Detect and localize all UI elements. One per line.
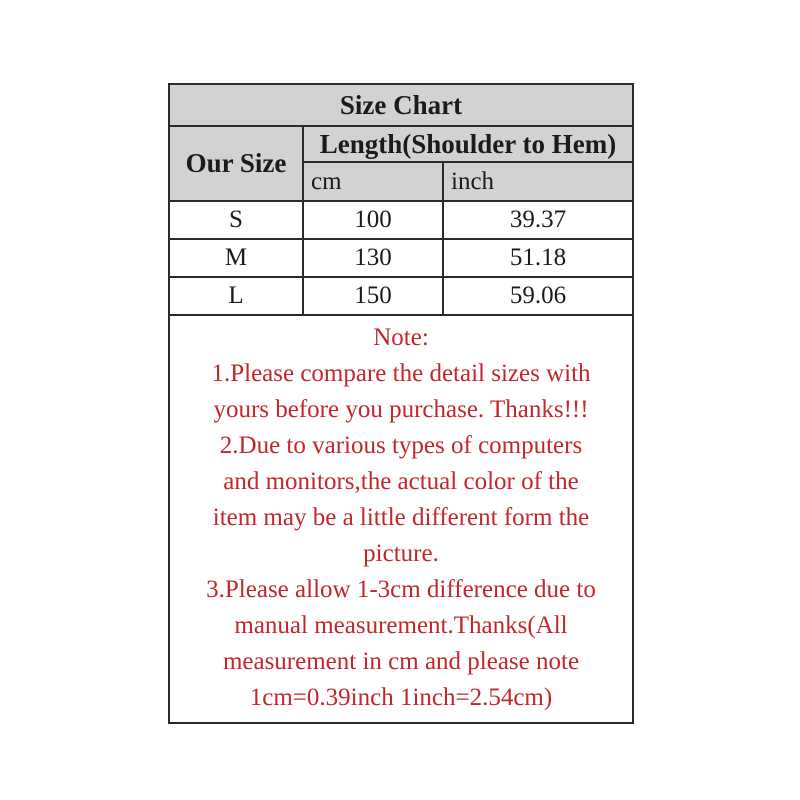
note-line-1: 1.Please compare the detail sizes with xyxy=(211,360,591,387)
cm-cell: 100 xyxy=(303,201,443,239)
note-line-10: 1cm=0.39inch 1inch=2.54cm) xyxy=(249,684,553,711)
column-header-inch: inch xyxy=(443,162,633,201)
note-line-3: 2.Due to various types of computers xyxy=(219,432,583,459)
note-row xyxy=(169,315,633,723)
column-header-cm: cm xyxy=(303,162,443,201)
cm-cell: 150 xyxy=(303,277,443,315)
inch-cell: 59.06 xyxy=(443,277,633,315)
title-row xyxy=(169,84,633,126)
note-line-4: and monitors,the actual color of the xyxy=(223,468,579,495)
note-line-7: 3.Please allow 1-3cm difference due to xyxy=(206,576,596,603)
inch-cell: 39.37 xyxy=(443,201,633,239)
note-line-5: item may be a little different form the xyxy=(212,504,590,531)
note-title: Note: xyxy=(373,324,429,351)
table-row-l xyxy=(169,277,633,315)
size-cell: L xyxy=(169,277,303,315)
size-cell: S xyxy=(169,201,303,239)
header-row-length xyxy=(169,126,633,162)
note-line-2: yours before you purchase. Thanks!!! xyxy=(213,396,589,423)
cm-cell: 130 xyxy=(303,239,443,277)
column-header-our-size: Our Size xyxy=(169,126,303,201)
table-row-m xyxy=(169,239,633,277)
note-line-9: measurement in cm and please note xyxy=(222,648,580,675)
table-row-s xyxy=(169,201,633,239)
size-chart-title: Size Chart xyxy=(169,84,633,126)
note-line-6: picture. xyxy=(363,540,439,567)
column-header-length: Length(Shoulder to Hem) xyxy=(303,126,633,162)
size-chart-table xyxy=(168,83,634,724)
note-line-8: manual measurement.Thanks(All xyxy=(234,612,568,639)
size-cell: M xyxy=(169,239,303,277)
inch-cell: 51.18 xyxy=(443,239,633,277)
note-section xyxy=(169,315,633,723)
